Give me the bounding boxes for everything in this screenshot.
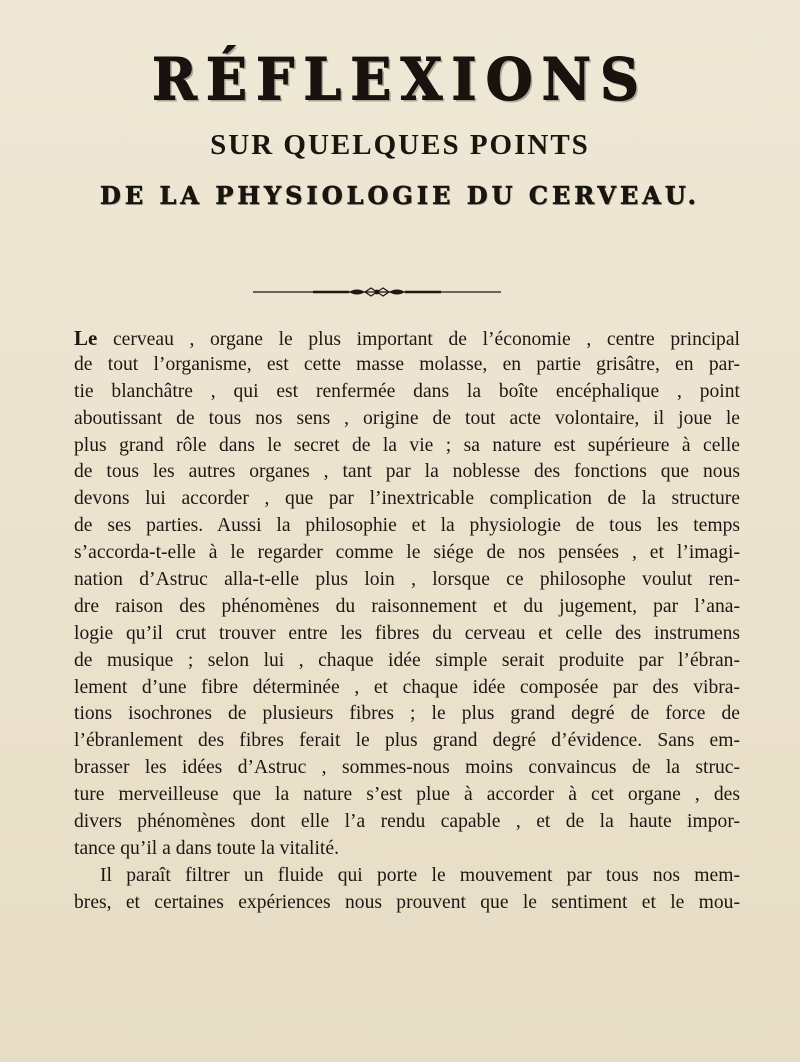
paragraph-1-line: brasser les idées d’Astruc , sommes-nous moins convaincus de la struc-: [74, 757, 740, 779]
fleuron-rule-ornament: [253, 286, 501, 298]
paragraph-1-line: devons lui accorder , que par l’inextricable complication de la structure: [74, 488, 740, 510]
paragraph-1-line: nation d’Astruc alla-t-elle plus loin , lorsque ce philosophe voulut ren-: [74, 569, 740, 591]
subtitle: SUR QUELQUES POINTS: [210, 129, 590, 161]
paragraph-2-line: Il paraît filtrer un fluide qui porte le mouvement par tous nos mem-: [100, 864, 740, 886]
paragraph-2-line: bres, et certaines expériences nous prouvent que le sentiment et le mou-: [74, 891, 740, 913]
paragraph-1-line: tie blanchâtre , qui est renfermée dans la boîte encéphalique , point: [74, 380, 740, 402]
paragraph-1-line: logie qu’il crut trouver entre les fibres du cerveau et celle des instrumens: [74, 622, 740, 644]
paragraph-1-line: dre raison des phénomènes du raisonnement et du jugement, par l’ana-: [74, 595, 740, 617]
paragraph-1-line: ture merveilleuse que la nature s’est plue à accorder à cet organe , des: [74, 784, 740, 806]
paragraph-1-line: de tous les autres organes , tant par la noblesse des fonctions que nous: [74, 461, 740, 483]
paragraph-1-line: de ses parties. Aussi la philosophie et la physiologie de tous les temps: [74, 515, 740, 537]
paragraph-1-line: lement d’une fibre déterminée , et chaque idée composée par des vibra-: [74, 676, 740, 698]
initial-word: Le: [74, 326, 98, 350]
main-title: RÉFLEXIONS: [151, 44, 649, 114]
paragraph-1-line: de tout l’organisme, est cette masse molasse, en partie grisâtre, en par-: [74, 353, 740, 375]
body-text: [74, 325, 740, 917]
paragraph-1-line: l’ébranlement des fibres ferait le plus grand degré d’évidence. Sans em-: [74, 730, 740, 752]
paragraph-1-line: divers phénomènes dont elle l’a rendu capable , et de la haute impor-: [74, 811, 740, 833]
paragraph-1-line: tions isochrones de plusieurs fibres ; le plus grand degré de force de: [74, 703, 740, 725]
paragraph-1-line: plus grand rôle dans le secret de la vie ; sa nature est supérieure à celle: [74, 434, 740, 456]
paragraph-1-line: s’accorda-t-elle à le regarder comme le siége de nos pensées , et l’imagi-: [74, 542, 740, 564]
paragraph-1-line: Le cerveau , organe le plus important de l’économie , centre principal: [74, 326, 740, 350]
subtitle-second-line: DE LA PHYSIOLOGIE DU CERVEAU.: [100, 181, 700, 210]
paragraph-1-line: tance qu’il a dans toute la vitalité.: [74, 837, 339, 859]
paragraph-1-line: de musique ; selon lui , chaque idée simple serait produite par l’ébran-: [74, 649, 740, 671]
paragraph-1-line: aboutissant de tous nos sens , origine de tout acte volontaire, il joue le: [74, 407, 740, 429]
